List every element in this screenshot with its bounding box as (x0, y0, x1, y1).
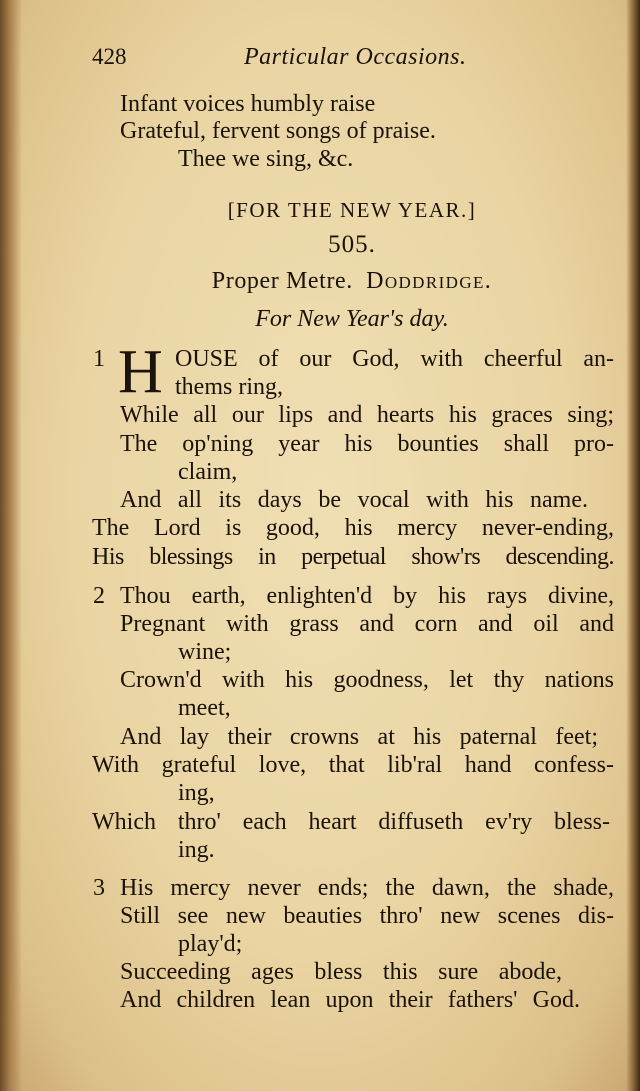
prev-hymn-line-1: Infant voices humbly raise (120, 91, 376, 117)
verse-2-line-10: ing. (178, 837, 215, 863)
verse-2-line-1: Thou earth, enlighten'd by his rays divine, (120, 583, 614, 609)
hymn-subtitle: For New Year's day. (255, 306, 449, 332)
verse-2-line-7: With grateful love, that lib'ral hand confess- (92, 752, 614, 778)
verse-2-line-4: Crown'd with his goodness, let thy nations (120, 667, 614, 693)
verse-number: 1 (93, 346, 105, 372)
verse-1-line-2: thems ring, (175, 374, 283, 400)
hymn-occasion: [FOR THE NEW YEAR.] (227, 198, 477, 222)
verse-1-line-3: While all our lips and hearts his graces sing; (120, 402, 614, 428)
verse-1-line-7: The Lord is good, his mercy never-ending, (92, 515, 614, 541)
verse-number: 3 (93, 875, 105, 901)
verse-1-line-8: His blessings in perpetual show'rs descending. (92, 544, 614, 570)
verse-1-line-6: And all its days be vocal with his name. (120, 487, 588, 513)
hymn-metre: Proper Metre. (211, 268, 353, 294)
prev-hymn-line-3: Thee we sing, &c. (178, 146, 354, 172)
verse-1-line-5: claim, (178, 459, 238, 485)
page-number: 428 (92, 44, 127, 69)
hymn-author: Doddridge. (366, 268, 493, 294)
verse-3-line-3: play'd; (178, 931, 243, 957)
verse-2-line-9: Which thro' each heart diffuseth ev'ry bless- (92, 809, 610, 835)
verse-2-line-3: wine; (178, 639, 232, 665)
verse-1-line-1: OUSE of our God, with cheerful an- (175, 346, 614, 372)
prev-hymn-line-2: Grateful, fervent songs of praise. (120, 118, 436, 144)
verse-2-line-8: ing, (178, 780, 215, 806)
verse-3-line-4: Succeeding ages bless this sure abode, (120, 959, 562, 985)
verse-1-line-4: The op'ning year his bounties shall pro- (120, 431, 614, 457)
verse-number: 2 (93, 583, 105, 609)
verse-2-line-5: meet, (178, 695, 231, 721)
drop-cap: H (118, 338, 163, 406)
verse-3-line-2: Still see new beauties thro' new scenes dis- (120, 903, 614, 929)
hymn-number: 505. (328, 231, 376, 258)
verse-2-line-6: And lay their crowns at his paternal feet; (120, 724, 598, 750)
verse-3-line-5: And children lean upon their fathers' God. (120, 987, 580, 1013)
verse-3-line-1: His mercy never ends; the dawn, the shade, (120, 875, 614, 901)
running-title: Particular Occasions. (244, 44, 467, 70)
hymn-metre-line (88, 268, 616, 295)
verse-2-line-2: Pregnant with grass and corn and oil and (120, 611, 614, 637)
